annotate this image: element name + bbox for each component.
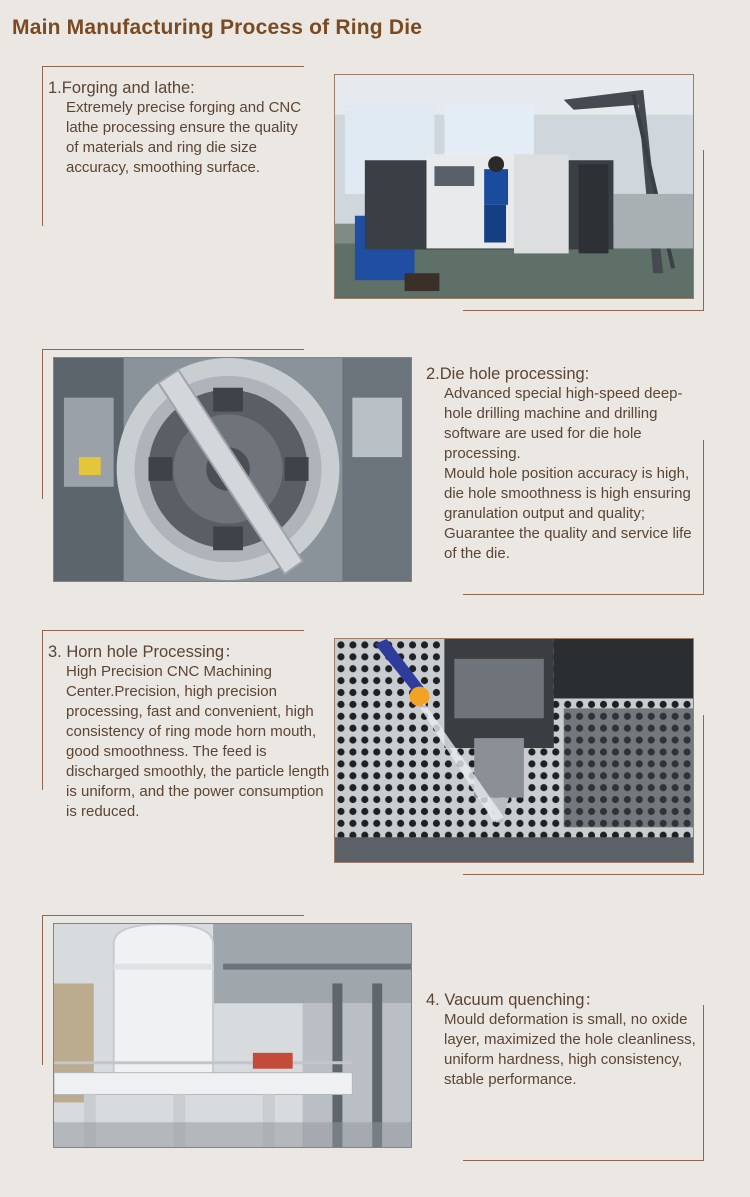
section-text (426, 364, 706, 564)
section-paragraph: Guarantee the quality and service life of the die. (444, 525, 692, 562)
section-heading: 2.Die hole processing: (426, 365, 590, 383)
divider-line (463, 310, 703, 311)
divider-line (42, 915, 43, 1065)
section-text (48, 78, 308, 178)
section-heading: 4. Vacuum quenching： (426, 991, 601, 1009)
divider-line (463, 874, 703, 875)
divider-line (42, 630, 43, 790)
section-paragraph: Advanced special high-speed deep-hole drilling machine and drilling software are used for die hole processing. (444, 385, 683, 462)
section-text (426, 990, 706, 1090)
divider-line (42, 66, 304, 67)
cnc-drilling-photo (334, 638, 694, 863)
divider-line (703, 715, 704, 875)
section-text (48, 642, 330, 822)
divider-line (42, 349, 304, 350)
vacuum-furnace-photo (53, 923, 412, 1148)
divider-line (703, 440, 704, 595)
section-heading: 3. Horn hole Processing： (48, 643, 241, 661)
ring-die-chuck-photo (53, 357, 412, 582)
section-paragraph: Extremely precise forging and CNC lathe processing ensure the quality of materials and ring die size accuracy, smoothing surface. (66, 99, 302, 176)
section-paragraph: Mould deformation is small, no oxide layer, maximized the hole cleanliness, uniform hardness, high consistency, stable performance. (444, 1011, 696, 1088)
divider-line (463, 1160, 703, 1161)
section-paragraph: Mould hole position accuracy is high, die hole smoothness is high ensuring granulation output and quality; (444, 465, 691, 522)
divider-line (42, 915, 304, 916)
lathe-factory-photo (334, 74, 694, 299)
divider-line (42, 66, 43, 226)
divider-line (703, 150, 704, 311)
divider-line (42, 630, 304, 631)
section-heading: 1.Forging and lathe: (48, 79, 195, 97)
section-paragraph: High Precision CNC Machining Center.Precision, high precision processing, fast and convenient, high consistency of ring mode horn mouth, good smoothness. The feed is discharged smoothly, the particle length is uniform, and the power consumption is reduced. (66, 663, 330, 820)
page-title: Main Manufacturing Process of Ring Die (12, 16, 423, 39)
divider-line (42, 349, 43, 499)
divider-line (463, 594, 703, 595)
divider-line (703, 1005, 704, 1161)
